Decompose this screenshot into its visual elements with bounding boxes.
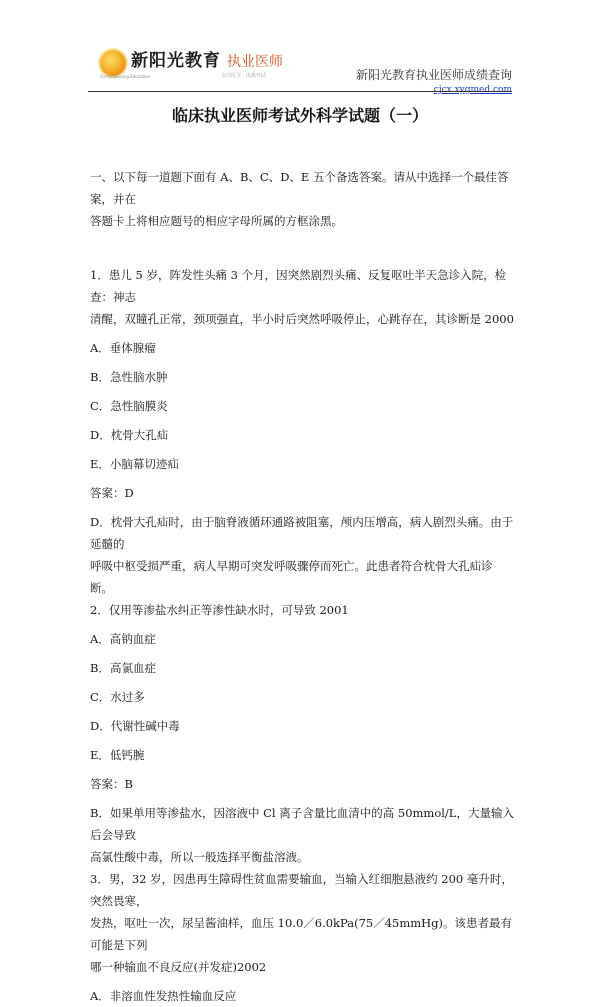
sun-logo-icon: [100, 50, 126, 76]
question-stem: 2．仅用等渗盐水纠正等渗性缺水时，可导致 2001: [90, 603, 349, 617]
logo-english-text: XinYangGuang Education: [100, 74, 151, 79]
question-1: [90, 264, 514, 599]
option-d: D．代谢性碱中毒: [90, 719, 180, 733]
question-stem: 3．男，32 岁，因患再生障碍性贫血需要输血，当输入红细胞悬液约 200 毫升时，突然畏寒，: [90, 872, 513, 908]
site-url-link[interactable]: cjcx.xygmed.com: [433, 85, 512, 95]
header-divider: [88, 91, 512, 92]
logo-sub-text: 执业医师: [227, 54, 283, 70]
site-title: 新阳光教育执业医师成绩查询: [355, 68, 512, 82]
explanation: 高氯性酸中毒，所以一般选择平衡盐溶液。: [90, 850, 309, 864]
option-c: C．水过多: [90, 690, 145, 704]
document-title: 临床执业医师考试外科学试题（一）: [171, 106, 428, 125]
logo-text: [131, 46, 283, 79]
question-3: [90, 868, 514, 1007]
explanation: 呼吸中枢受损严重，病人早期可突发呼吸骤停而死亡。此患者符合枕骨大孔疝诊断。: [90, 559, 493, 595]
option-d: D．枕骨大孔疝: [90, 428, 169, 442]
question-2: [90, 599, 514, 868]
question-stem: 1．患儿 5 岁，阵发性头痛 3 个月，因突然剧烈头痛、反复呕吐半天急诊入院，检查：神志: [90, 268, 507, 304]
logo-tagline: 专注医卫 · 决战考试: [221, 73, 266, 79]
option-c: C．急性脑膜炎: [90, 399, 168, 413]
page-header: [0, 0, 600, 100]
explanation: B．如果单用等渗盐水，因溶液中 Cl 离子含量比血清中的高 50mmol/L，大量输入后会导致: [90, 806, 514, 842]
option-e: E．低钙腕: [90, 748, 145, 762]
instruction-line: 一、以下每一道题下面有 A、B、C、D、E 五个备选答案。请从中选择一个最佳答案，并在: [90, 170, 509, 206]
option-b: B．高氯血症: [90, 661, 156, 675]
instruction-line: 答题卡上将相应题号的相应字母所属的方框涂黑。: [90, 214, 343, 228]
option-a: A．高钠血症: [90, 632, 156, 646]
document-body: [90, 166, 514, 1007]
option-a: A．非溶血性发热性输血反应: [90, 989, 237, 1003]
question-stem: 清醒，双瞳孔正常，颈项强直，半小时后突然呼吸停止，心跳存在，其诊断是 2000: [90, 312, 514, 326]
explanation: D．枕骨大孔疝时，由于脑脊液循环通路被阻塞，颅内压增高，病人剧烈头痛。由于延髓的: [90, 515, 514, 551]
logo-main-text: 新阳光教育: [131, 51, 221, 71]
answer: 答案：B: [90, 777, 133, 791]
answer: 答案：D: [90, 486, 134, 500]
option-b: B．急性脑水肿: [90, 370, 168, 384]
question-stem: 发热，呕吐一次，尿呈酱油样，血压 10.0／6.0kPa(75／45mmHg)。该患者最有可能是下列: [90, 916, 513, 952]
option-e: E．小脑幕切迹疝: [90, 457, 179, 471]
question-stem: 哪一种输血不良反应(并发症)2002: [90, 960, 267, 974]
option-a: A．垂体腺瘤: [90, 341, 156, 355]
